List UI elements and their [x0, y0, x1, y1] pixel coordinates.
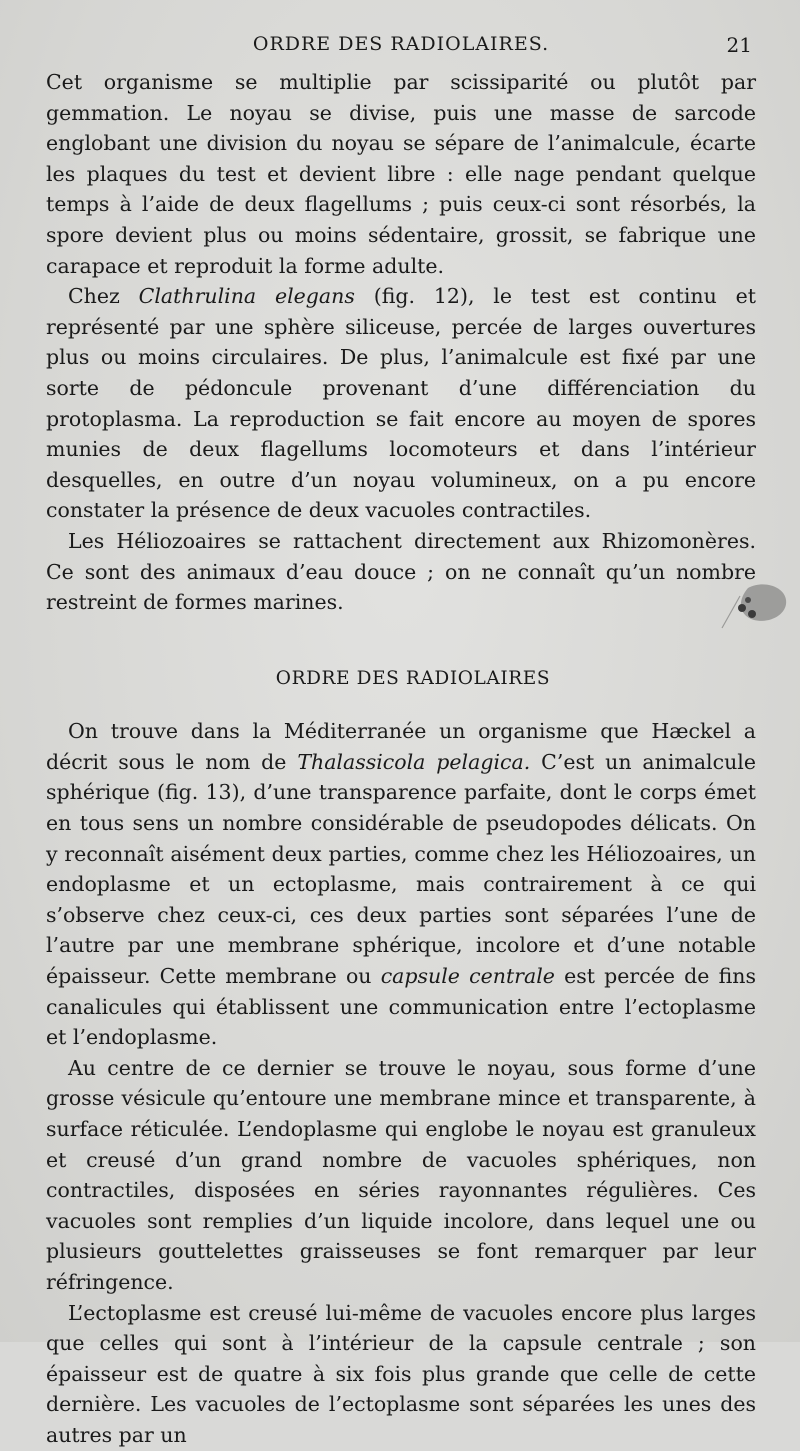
section-heading [46, 664, 756, 695]
text-run: est percée de fins canalicules qui établissent une communication entre l’ectoplasme et l’endoplasme. [46, 964, 757, 1050]
text-run: (fig. 12), le test est continu et représenté par une sphère siliceuse, percée de larges ouvertures plus ou moins circulaires. De plus, l’animalcule est fixé par une sorte de pédoncule provenant d’une différenciation du protoplasma. La reproduction se fait encore au moyen de spores munies de deux flagellums locomoteurs et dans l’intérieur desquelles, en outre d’un noyau volumineux, on a pu encore constater la présence de deux vacuoles contractiles. [46, 284, 756, 523]
text-run: On trouve dans la Méditerranée un organisme que Hæckel a décrit sous le nom de [46, 719, 756, 774]
text-run: Chez [68, 284, 139, 309]
page-header [46, 33, 756, 59]
paragraph [46, 67, 756, 281]
paragraph [46, 1053, 756, 1298]
italic-term: Clathrulina elegans [138, 284, 355, 309]
text-run: L’ectoplasme est creusé lui-même de vacuoles encore plus larges que celles qui sont à l’intérieur de la capsule centrale ; son épaisseur est de quatre à six fois plus grande que celle de cette dernière. Les vacuoles de l’ectoplasme sont séparées les unes des autres par un [46, 1300, 756, 1447]
paragraph [46, 281, 756, 526]
body-text [46, 67, 756, 1451]
paragraph [46, 716, 756, 1053]
section-heading-text: ORDRE DES RADIOLAIRES [275, 667, 551, 689]
text-run: C’est un animalcule sphérique (fig. 13), d’une transparence parfaite, dont le corps émet en tous sens un nombre considérable de pseudopodes délicats. On y reconnaît aisément deux parties, comme chez les Héliozoaires, un endoplasme et un ectoplasme, mais contrairement à ce qui s’observe chez ceux-ci, ces deux parties sont séparées l’une de l’autre par une membrane sphérique, incolore et d’une notable épaisseur. Cette membrane ou [46, 749, 756, 989]
text-run: Les Héliozoaires se rattachent directement aux Rhizomonères. Ce sont des animaux d’eau douce ; on ne connaît qu’un nombre restreint de formes marines. [46, 528, 756, 615]
italic-term: capsule centrale [380, 964, 555, 989]
text-run: Au centre de ce dernier se trouve le noyau, sous forme d’une grosse vésicule qu’entoure une membrane mince et transparente, à surface réticulée. L’endoplasme qui englobe le noyau est granuleux et creusé d’un grand nombre de vacuoles sphériques, non contractiles, disposées en séries rayonnantes régulières. Ces vacuoles sont remplies d’un liquide incolore, dans lequel une ou plusieurs gouttelettes graisseuses se font remarquer par leur réfringence. [46, 1055, 756, 1294]
running-title: ORDRE DES RADIOLAIRES. [252, 33, 550, 55]
italic-term: Thalassicola pelagica. [297, 749, 531, 774]
paragraphs-after-heading [46, 716, 756, 1450]
paragraph [46, 1298, 756, 1451]
ink-smudge-mark [718, 578, 790, 630]
paragraph [46, 526, 756, 618]
page-number: 21 [726, 33, 752, 57]
text-run: Cet organisme se multiplie par scissiparité ou plutôt par gemmation. Le noyau se divise, puis une masse de sarcode englobant une division du noyau se sépare de l’animalcule, écarte les plaques du test et devient libre : elle nage pendant quelque temps à l’aide de deux flagellums ; puis ceux-ci sont résorbés, la spore devient plus ou moins sédentaire, grossit, se fabrique une carapace et reproduit la forme adulte. [46, 70, 756, 278]
paragraphs-before-heading [46, 67, 756, 618]
